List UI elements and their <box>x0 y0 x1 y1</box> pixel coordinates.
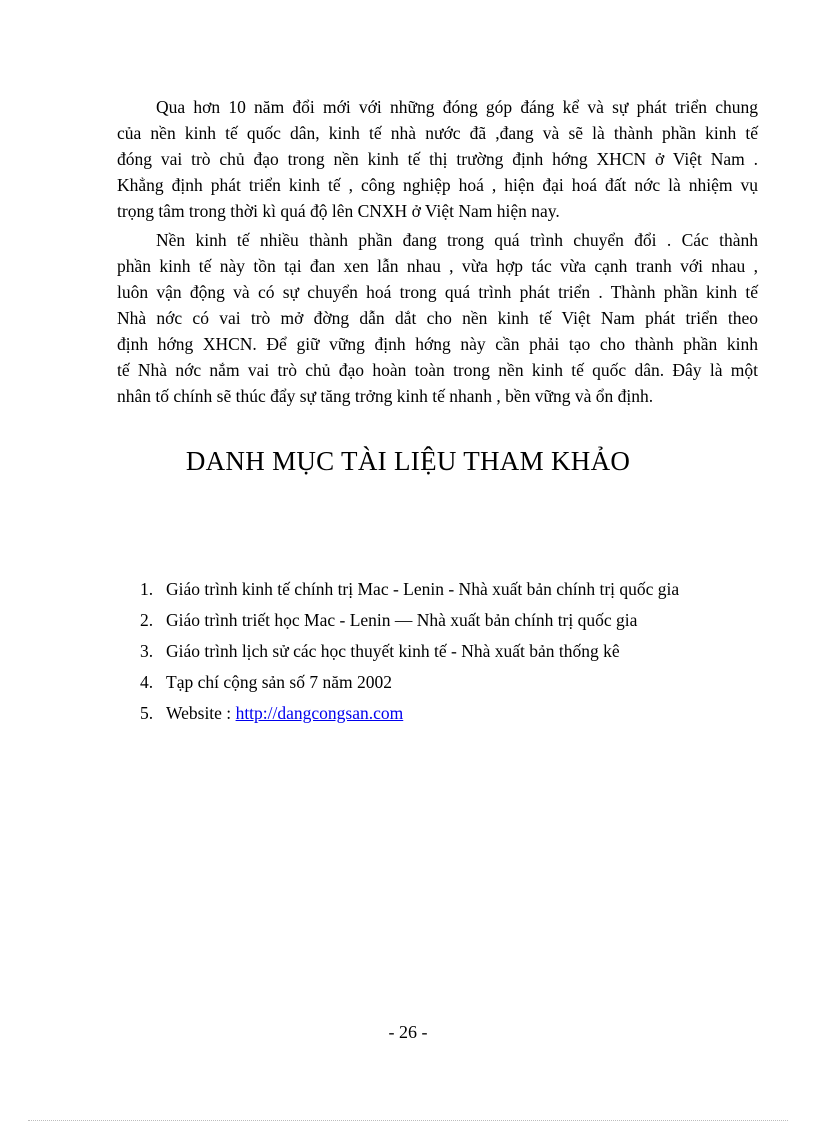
reference-text: Tạp chí cộng sản số 7 năm 2002 <box>166 672 392 692</box>
reference-text: Giáo trình triết học Mac - Lenin — Nhà xuất bản chính trị quốc gia <box>166 610 638 630</box>
paragraph-line: trọng tâm trong thời kì quá độ lên CNXH ở Việt Nam hiện nay. <box>117 201 560 221</box>
reference-number: 1. <box>140 579 154 599</box>
paragraph-line: luôn vận động và có sự chuyển hoá trong quá trình phát triển . Thành phần kinh tế <box>117 282 758 302</box>
reference-number: 2. <box>140 610 154 630</box>
paragraph-line: nhân tố chính sẽ thúc đẩy sự tăng trởng kinh tế nhanh , bền vững và ổn định. <box>117 386 654 406</box>
paragraph-line: Nền kinh tế nhiều thành phần đang trong quá trình chuyển đổi . Các thành <box>156 230 758 250</box>
paragraph-line: Khẳng định phát triển kinh tế , công nghiệp hoá , hiện đại hoá đất nớc là nhiệm vụ <box>117 175 758 195</box>
reference-text: Website : <box>166 703 236 723</box>
reference-list <box>140 574 679 729</box>
reference-item <box>140 667 679 698</box>
reference-text: Giáo trình kinh tế chính trị Mac - Lenin - Nhà xuất bản chính trị quốc gia <box>166 579 680 599</box>
reference-item <box>140 698 679 729</box>
reference-item <box>140 574 679 605</box>
paragraph-line: định hớng XHCN. Để giữ vững định hớng này cần phải tạo cho thành phần kinh <box>117 334 758 354</box>
reference-number: 3. <box>140 641 154 661</box>
reference-number: 4. <box>140 672 154 692</box>
reference-text: Giáo trình lịch sử các học thuyết kinh tế - Nhà xuất bản thống kê <box>166 641 620 661</box>
paragraph-line: tế Nhà nớc nắm vai trò chủ đạo hoàn toàn trong nền kinh tế quốc dân. Đây là một <box>117 360 758 380</box>
reference-number: 5. <box>140 703 154 723</box>
paragraph-1 <box>117 94 758 224</box>
paragraph-line: đóng vai trò chủ đạo trong nền kinh tế thị trường định hớng XHCN ở Việt Nam . <box>117 149 758 169</box>
paragraph-2 <box>117 227 758 409</box>
website-link[interactable]: http://dangcongsan.com <box>235 703 404 723</box>
paragraph-line: Nhà nớc có vai trò mở đờng dẫn dắt cho nền kinh tế Việt Nam phát triển theo <box>117 308 758 328</box>
reference-item <box>140 636 679 667</box>
section-heading: DANH MỤC TÀI LIỆU THAM KHẢO <box>185 446 631 476</box>
paragraph-line: Qua hơn 10 năm đổi mới với những đóng góp đáng kể và sự phát triển chung <box>156 97 758 117</box>
reference-item <box>140 605 679 636</box>
footer-divider <box>28 1120 788 1121</box>
page-number: - 26 - <box>388 1022 428 1042</box>
paragraph-line: của nền kinh tế quốc dân, kinh tế nhà nước đã ,đang và sẽ là thành phần kinh tế <box>117 123 758 143</box>
paragraph-line: phần kinh tế này tồn tại đan xen lẫn nhau , vừa hợp tác vừa cạnh tranh với nhau , <box>117 256 758 276</box>
